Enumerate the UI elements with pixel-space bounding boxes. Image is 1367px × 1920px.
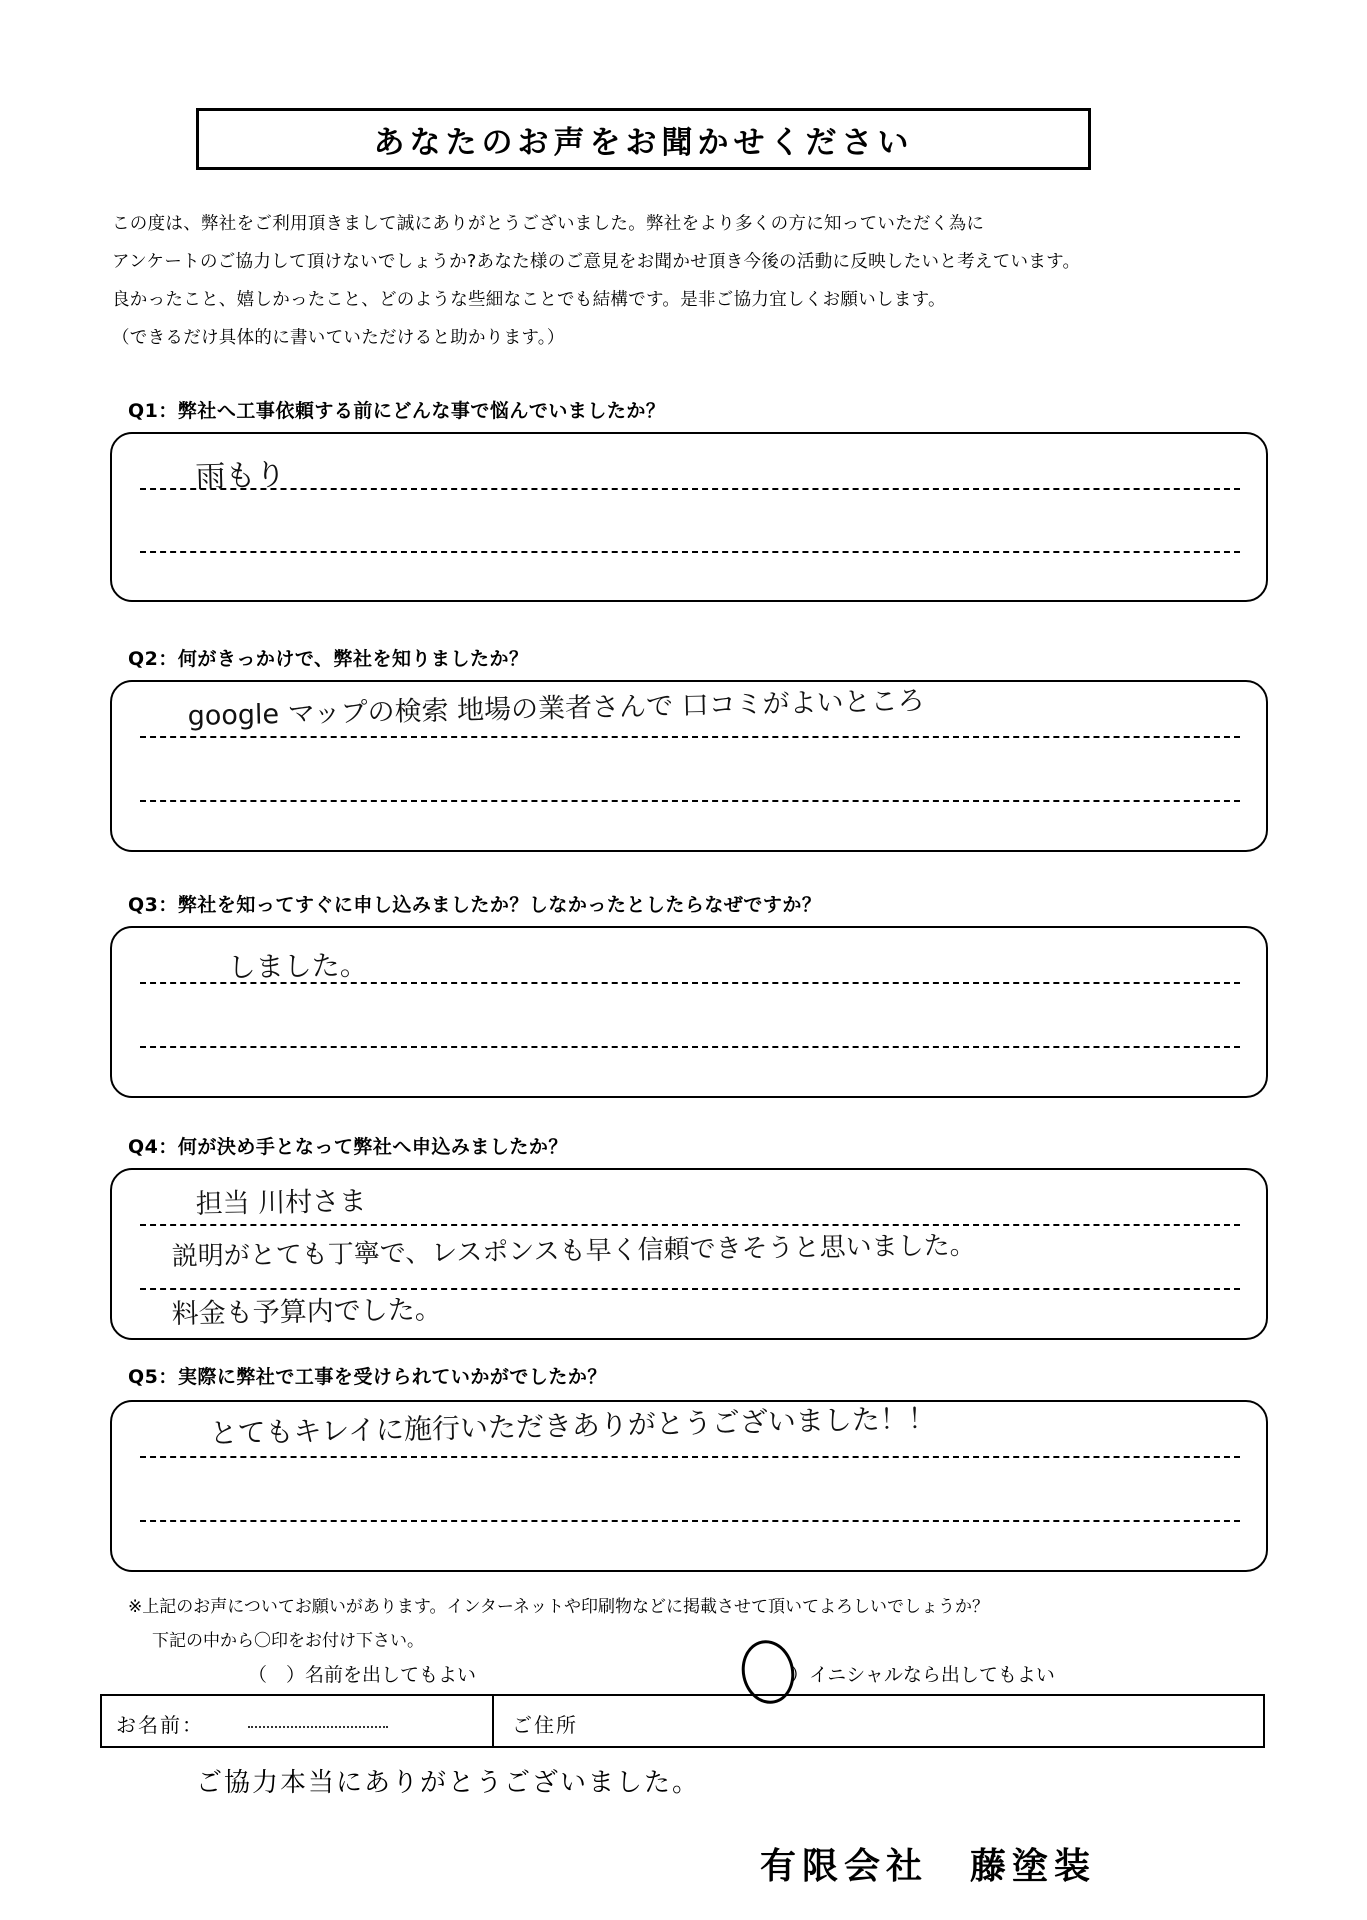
- answer-rule-2-b: [140, 800, 1240, 802]
- thanks-text: ご協力本当にありがとうございました。: [196, 1768, 701, 1798]
- permission-note-line-1: ※上記のお声についてお願いがあります。インターネットや印刷物などに掲載させて頂いてよろしいでしょうか？: [128, 1597, 990, 1617]
- answer-rule-3-b: [140, 1046, 1240, 1048]
- permission-option-name[interactable]: （ ）名前を出してもよい: [248, 1664, 477, 1686]
- page-title: あなたのお声をお聞かせください: [373, 124, 914, 161]
- answer-4-line-3: 料金も予算内でした。: [171, 1294, 442, 1331]
- company-name: 有限会社 藤塗装: [760, 1846, 1097, 1887]
- question-5-label: Q5：実際に弊社で工事を受けられていかがでしたか？: [128, 1366, 607, 1388]
- answer-3-line-1: しました。: [227, 948, 368, 985]
- question-2-label: Q2：何がきっかけで、弊社を知りましたか？: [128, 648, 529, 670]
- intro-paragraph: [112, 205, 1272, 357]
- answer-5-line-1: とてもキレイに施行いただきありがとうございました！！: [209, 1401, 937, 1451]
- question-1-label: Q1：弊社へ工事依頼する前にどんな事で悩んでいましたか？: [128, 400, 666, 422]
- question-4-label: Q4：何が決め手となって弊社へ申込みましたか？: [128, 1136, 568, 1158]
- answer-rule-2-a: [140, 736, 1240, 738]
- name-label: お名前：: [116, 1713, 204, 1737]
- contact-table: [100, 1694, 1265, 1748]
- permission-note-line-2: 下記の中から〇印をお付け下さい。: [152, 1631, 424, 1651]
- intro-line-4: （できるだけ具体的に書いていただけると助かります。）: [112, 328, 565, 348]
- contact-table-divider: [492, 1696, 494, 1746]
- intro-line-3: 良かったこと、嬉しかったこと、どのような些細なことでも結構です。是非ご協力宜しくお願いします。: [112, 290, 946, 310]
- page-title-box: [196, 108, 1091, 170]
- address-label: ご住所: [512, 1713, 578, 1737]
- answer-rule-4-a: [140, 1224, 1240, 1226]
- answer-rule-1-b: [140, 551, 1240, 553]
- intro-line-1: この度は、弊社をご利用頂きまして誠にありがとうございました。弊社をより多くの方に知っていただく為に: [112, 214, 985, 234]
- answer-1-line-1: 雨もり: [195, 457, 286, 496]
- answer-rule-5-a: [140, 1456, 1240, 1458]
- answer-rule-5-b: [140, 1520, 1240, 1522]
- answer-4-line-2: 説明がとても丁寧で、レスポンスも早く信頼できそうと思いました。: [171, 1230, 976, 1273]
- question-3-label: Q3：弊社を知ってすぐに申し込みましたか？しなかったとしたらなぜですか？: [128, 894, 822, 916]
- answer-rule-1-a: [140, 488, 1240, 490]
- permission-option-initial[interactable]: ）イニシャルなら出してもよい: [790, 1664, 1055, 1686]
- answer-4-line-1: 担当 川村さま: [195, 1186, 367, 1221]
- answer-2-line-1: google マップの検索 地場の業者さんで 口コミがよいところ: [187, 685, 925, 733]
- intro-line-2: アンケートのご協力して頂けないでしょうか?あなた様のご意見をお聞かせ頂き今後の活動に反映したいと考えています。: [112, 252, 1081, 272]
- name-value-rule: [248, 1726, 388, 1728]
